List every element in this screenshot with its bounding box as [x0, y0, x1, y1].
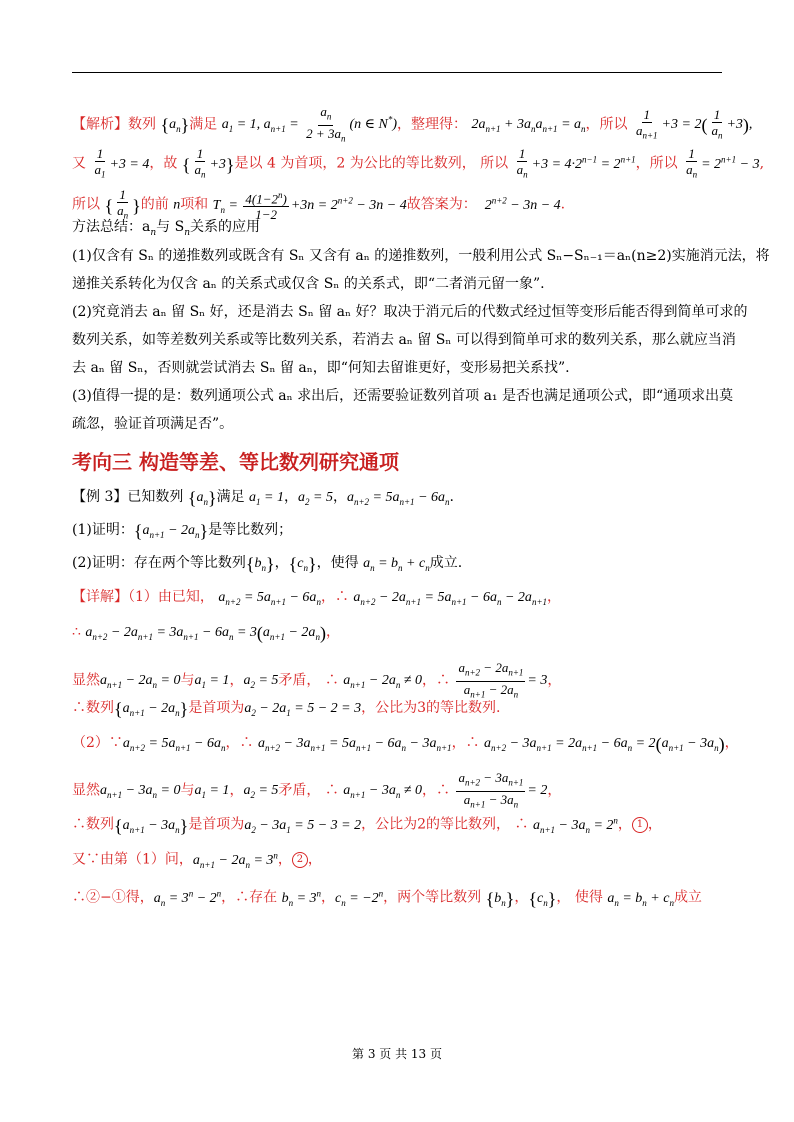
- solution-line-3: 显然$a_{n+1} - 2a_n = 0$与$a_1 = 1$，$a_2 = 5$矛盾， ∴ $a_{n+1} - 2a_n \ne 0$，∴ $\frac{a_{n+2} - 2a_{n+1}}{a_{n+1} - 2a_n}$ = 3，: [72, 660, 562, 700]
- example-stem: 【例 3】已知数列 $\{a_n\}$满足 $a_1 = 1$，$a_2 = 5$，$a_{n+2} = 5a_{n+1} - 6a_n$.: [72, 487, 454, 508]
- method-point-3-line-2: 疏忽，验证首项满足否”。: [72, 416, 234, 432]
- solution-line-5: $(2)\because a_{n+2} = 5a_{n+1} - 6a_n$，∴ $a_{n+2} - 3a_{n+1} = 5a_{n+1} - 6a_n - 3a_{n+1}$，∴ $a_{n+2} - 3a_{n+1} = 2a_{n+1} - 6a_n = 2(a_{n+1} - 3a_n)$，: [72, 733, 739, 754]
- analysis-line-1: 【解析】数列 $\{a_n\}$满足 $a_1 = 1$, $a_{n+1}$ = $\frac{a_n}{2 + 3a_n}$ (n ∈ N*)，整理得： $2a_{n+1} + 3a_na_{n+1} = a_n$，所以 $\frac{1}{a_{n+1}}$ +3 = 2( $\frac{1}{a_n}$ +3),: [72, 104, 753, 144]
- method-point-3-line-1: (3)值得一提的是：数列通项公式 aₙ 求出后，还需要验证数列首项 a₁ 是否也满足通项公式，即“通项求出莫: [72, 388, 734, 404]
- header-rule: [72, 72, 722, 73]
- solution-line-4: ∴数列$\{a_{n+1} - 2a_n\}$是首项为$a_2 - 2a_1 = 5 - 2 = 3$，公比为3的等比数列.: [72, 698, 501, 719]
- solution-line-6: 显然$a_{n+1} - 3a_n = 0$与$a_1 = 1$，$a_2 = 5$矛盾， ∴ $a_{n+1} - 3a_n \ne 0$，∴ $\frac{a_{n+2} - 3a_{n+1}}{a_{n+1} - 3a_n}$ = 2，: [72, 770, 562, 810]
- method-point-2-line-3: 去 aₙ 留 Sₙ，否则就尝试消去 Sₙ 留 aₙ，即“何知去留谁更好，变形易把关系找”.: [72, 360, 570, 376]
- analysis-line-3: 所以 { $\frac{1}{a_n}$ }的前 n项和 $T_n$ = $\frac{4(1-2^n)}{1-2}$ $+3n = 2^{n+2} - 3n - 4$故答案为： $2^{n+2} - 3n - 4$.: [72, 187, 566, 223]
- method-point-1-line-1: (1)仅含有 Sₙ 的递推数列或既含有 Sₙ 又含有 aₙ 的递推数列，一般利用公式 Sₙ−Sₙ₋₁＝aₙ(n≥2)实施消元法，将: [72, 248, 770, 264]
- section-title: 考向三 构造等差、等比数列研究通项: [72, 450, 399, 474]
- example-question-2: (2)证明：存在两个等比数列$\{b_n\}$，$\{c_n\}$，使得 $a_n = b_n + c_n$成立.: [72, 553, 463, 574]
- solution-line-1: 【详解】（1）由已知， $a_{n+2} = 5a_{n+1} - 6a_n$，∴ $a_{n+2} - 2a_{n+1} = 5a_{n+1} - 6a_n - 2a_{n+1}$，: [72, 589, 562, 607]
- solution-line-7: ∴数列$\{a_{n+1} - 3a_n\}$是首项为$a_2 - 3a_1 = 5 - 3 = 2$，公比为2的等比数列， ∴ $a_{n+1} - 3a_n = 2^n$， 1 ，: [72, 815, 662, 836]
- solution-line-2: ∴ $a_{n+2} - 2a_{n+1} = 3a_{n+1} - 6a_n = 3(a_{n+1} - 2a_n)$，: [72, 622, 340, 643]
- solution-line-9: ∴②−①得，$a_n = 3^n - 2^n$，∴存在 $b_n = 3^n$，$c_n = -2^n$，两个等比数列 $\{b_n\}$，$\{c_n\}$， 使得 $a_n = b_n + c_n$成立: [72, 888, 702, 909]
- example-question-1: (1)证明：$\{a_{n+1} - 2a_n\}$是等比数列；: [72, 520, 293, 541]
- analysis-line-2: 又 $\frac{1}{a_1}$ +3 = 4，故 { $\frac{1}{a_n}$ +3}是以 4 为首项，2 为公比的等比数列， 所以 $\frac{1}{a_n}$ $+3 = 4\cdot 2^{n-1} = 2^{n+1}$，所以 $\frac{1}{a_n}$ = $2^{n+1} - 3$,: [72, 146, 765, 180]
- solution-line-8: 又∵由第（1）问，$a_{n+1} - 2a_n = 3^n$， 2 ，: [72, 850, 322, 870]
- method-summary-title: 方法总结：$a_n$与 $S_n$关系的应用: [72, 219, 260, 238]
- method-point-1-line-2: 递推关系转化为仅含 aₙ 的关系式或仅含 Sₙ 的关系式，即“二者消元留一象”.: [72, 276, 545, 292]
- method-point-2-line-1: (2)究竟消去 aₙ 留 Sₙ 好，还是消去 Sₙ 留 aₙ 好？取决于消元后的代数式经过恒等变形后能否得到简单可求的: [72, 304, 748, 320]
- method-point-2-line-2: 数列关系，如等差数列关系或等比数列关系，若消去 aₙ 留 Sₙ 可以得到简单可求的数列关系，那么就应当消: [72, 332, 736, 348]
- page-footer: 第 3 页 共 13 页: [352, 1047, 442, 1061]
